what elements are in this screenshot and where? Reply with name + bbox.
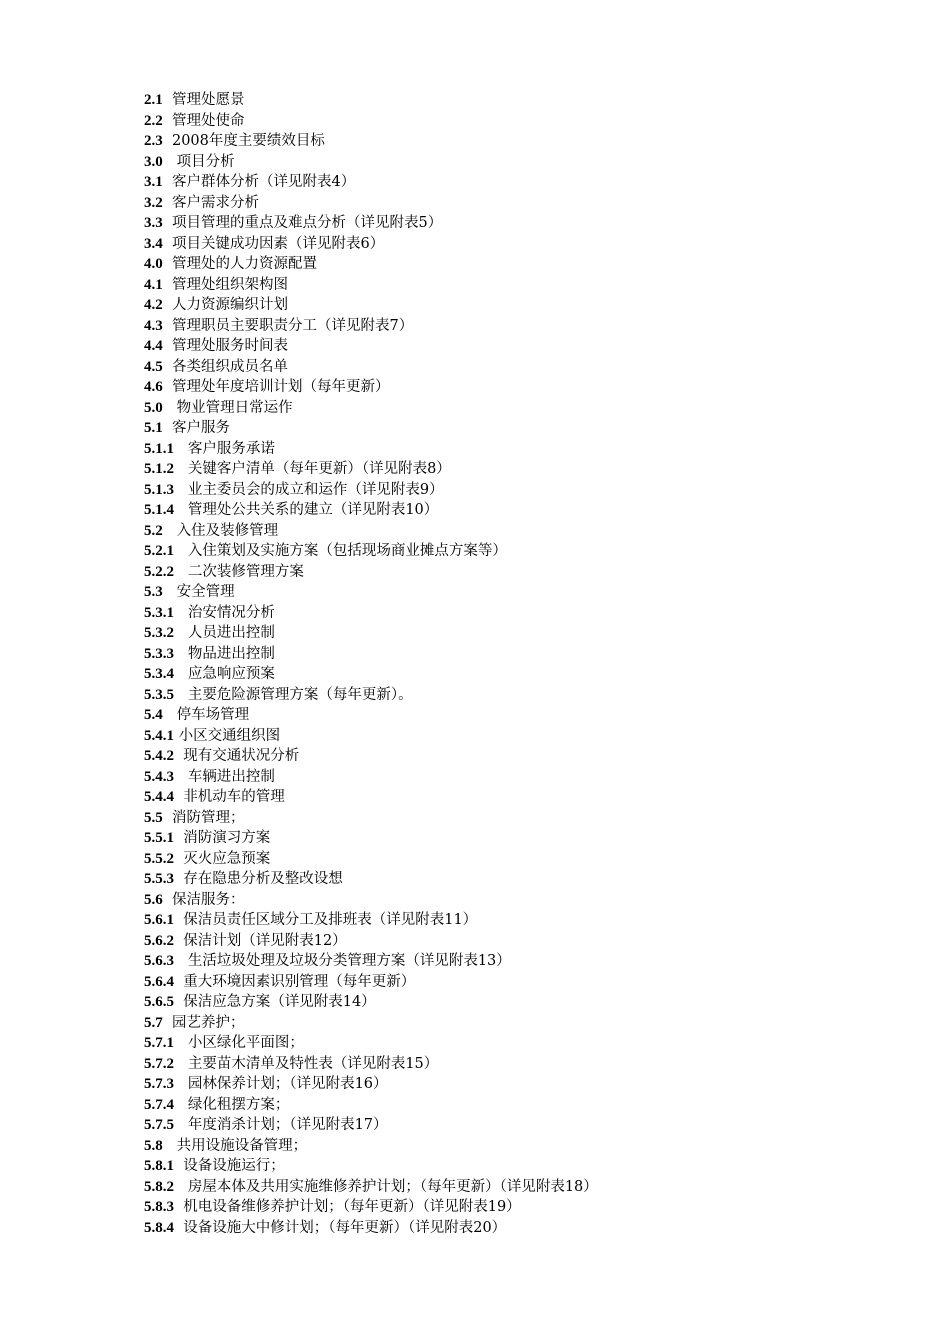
toc-entry bbox=[144, 849, 598, 870]
toc-entry bbox=[144, 890, 598, 911]
toc-entry-title: 设备设施运行； bbox=[183, 1158, 285, 1174]
toc-entry bbox=[144, 951, 598, 972]
toc-entry-number: 5.1 bbox=[144, 420, 163, 436]
toc-entry-title: 入住及装修管理 bbox=[176, 522, 279, 539]
toc-entry-spacer bbox=[174, 1076, 188, 1092]
toc-entry bbox=[144, 1054, 598, 1075]
toc-entry-spacer bbox=[174, 974, 183, 990]
toc-entry-spacer bbox=[163, 297, 172, 313]
toc-entry bbox=[144, 254, 598, 275]
toc-entry bbox=[144, 767, 598, 788]
toc-entry-spacer bbox=[174, 1056, 188, 1072]
toc-entry bbox=[144, 418, 598, 439]
toc-entry-title: 业主委员会的成立和运作（详见附表9） bbox=[187, 481, 444, 498]
toc-entry-title: 灭火应急预案 bbox=[183, 850, 271, 867]
toc-entry-spacer bbox=[174, 830, 183, 846]
toc-entry-number: 5.8.4 bbox=[144, 1219, 174, 1236]
toc-entry-spacer bbox=[174, 912, 183, 928]
toc-entry bbox=[144, 992, 598, 1013]
toc-entry-number: 5.5.1 bbox=[144, 830, 174, 846]
toc-entry-spacer bbox=[174, 851, 183, 867]
toc-entry-title: 项目分析 bbox=[176, 153, 235, 170]
toc-entry-number: 5.8.1 bbox=[144, 1158, 174, 1174]
toc-entry bbox=[144, 193, 598, 214]
toc-entry-title: 保洁员责任区域分工及排班表（详见附表11） bbox=[183, 912, 478, 928]
toc-entry-title: 保洁应急方案（详见附表14） bbox=[183, 994, 376, 1010]
toc-entry-title: 管理处年度培训计划（每年更新） bbox=[171, 379, 390, 395]
toc-entry-number: 5.0 bbox=[144, 399, 163, 416]
toc-entry bbox=[144, 705, 598, 726]
toc-entry-title: 消防管理； bbox=[171, 809, 245, 826]
toc-entry-number: 5.7.5 bbox=[144, 1117, 174, 1133]
toc-entry-spacer bbox=[163, 338, 172, 354]
toc-entry-spacer bbox=[174, 646, 188, 662]
toc-entry bbox=[144, 910, 598, 931]
toc-entry-title: 二次装修管理方案 bbox=[187, 563, 304, 580]
toc-entry-spacer bbox=[174, 1179, 188, 1195]
toc-entry bbox=[144, 336, 598, 357]
toc-entry bbox=[144, 90, 598, 111]
toc-entry-number: 5.7.1 bbox=[144, 1035, 174, 1051]
toc-entry-number: 5.4.2 bbox=[144, 748, 174, 764]
toc-entry bbox=[144, 726, 598, 747]
toc-entry bbox=[144, 459, 598, 480]
toc-entry-title: 2008年度主要绩效目标 bbox=[171, 133, 325, 149]
toc-entry-title: 客户需求分析 bbox=[171, 194, 259, 211]
toc-entry bbox=[144, 931, 598, 952]
toc-entry bbox=[144, 562, 598, 583]
toc-entry-title: 小区绿化平面图； bbox=[187, 1035, 304, 1051]
toc-entry-spacer bbox=[163, 277, 172, 293]
toc-entry-title: 园林保养计划；（详见附表16） bbox=[187, 1076, 388, 1092]
toc-entry-title: 房屋本体及共用实施维修养护计划；（每年更新）（详见附表18） bbox=[187, 1178, 598, 1195]
toc-entry-number: 5.6.5 bbox=[144, 994, 174, 1010]
toc-entry-title: 主要危险源管理方案（每年更新）。 bbox=[187, 686, 413, 703]
toc-entry-number: 5.3 bbox=[144, 584, 163, 600]
toc-entry-spacer bbox=[174, 871, 183, 887]
toc-entry-spacer bbox=[174, 769, 188, 785]
toc-entry bbox=[144, 1177, 598, 1198]
toc-entry-title: 保洁服务： bbox=[171, 891, 245, 908]
toc-entry-title: 共用设施设备管理； bbox=[176, 1137, 308, 1154]
toc-entry bbox=[144, 1218, 598, 1239]
toc-entry-number: 5.7.3 bbox=[144, 1076, 174, 1092]
toc-entry bbox=[144, 357, 598, 378]
toc-entry-number: 2.3 bbox=[144, 133, 163, 149]
toc-entry-number: 3.2 bbox=[144, 194, 163, 211]
toc-entry-title: 管理职员主要职责分工（详见附表7） bbox=[171, 317, 414, 334]
toc-entry bbox=[144, 213, 598, 234]
toc-entry-spacer bbox=[174, 994, 183, 1010]
toc-entry-title: 管理处使命 bbox=[171, 112, 245, 129]
toc-entry-number: 5.3.4 bbox=[144, 666, 174, 682]
toc-entry-title: 保洁计划（详见附表12） bbox=[183, 932, 347, 949]
toc-entry-spacer bbox=[174, 953, 188, 969]
toc-entry-number: 4.5 bbox=[144, 358, 163, 375]
toc-entry-spacer bbox=[174, 666, 188, 682]
toc-entry-number: 5.1.3 bbox=[144, 481, 174, 498]
toc-entry-spacer bbox=[163, 133, 172, 149]
toc-entry-title: 现有交通状况分析 bbox=[183, 748, 300, 764]
toc-entry-title: 机电设备维修养护计划；（每年更新）（详见附表19） bbox=[183, 1199, 521, 1215]
toc-entry-spacer bbox=[163, 256, 172, 272]
toc-entry-number: 5.6.1 bbox=[144, 912, 174, 928]
toc-entry-number: 5.7.4 bbox=[144, 1096, 174, 1113]
toc-entry bbox=[144, 1156, 598, 1177]
toc-entry-number: 2.2 bbox=[144, 112, 163, 129]
toc-entry bbox=[144, 787, 598, 808]
toc-entry-spacer bbox=[174, 502, 188, 518]
toc-entry bbox=[144, 808, 598, 829]
toc-entry-number: 5.6 bbox=[144, 891, 163, 908]
toc-entry-number: 3.3 bbox=[144, 215, 163, 231]
toc-entry-number: 5.7 bbox=[144, 1014, 163, 1031]
toc-entry-spacer bbox=[163, 707, 177, 723]
table-of-contents bbox=[144, 90, 598, 1238]
toc-entry-spacer bbox=[163, 400, 177, 416]
toc-entry-spacer bbox=[163, 195, 172, 211]
toc-entry-title: 管理处愿景 bbox=[171, 92, 245, 108]
toc-entry-number: 5.4.3 bbox=[144, 768, 174, 785]
toc-entry-title: 生活垃圾处理及垃圾分类管理方案（详见附表13） bbox=[187, 953, 511, 969]
toc-entry-title: 消防演习方案 bbox=[183, 830, 271, 846]
toc-entry-title: 项目关键成功因素（详见附表6） bbox=[171, 235, 385, 252]
toc-entry-number: 5.2.2 bbox=[144, 563, 174, 580]
toc-entry-title: 客户群体分析（详见附表4） bbox=[171, 174, 356, 190]
toc-entry bbox=[144, 439, 598, 460]
toc-entry-spacer bbox=[174, 933, 183, 949]
toc-entry-spacer bbox=[174, 543, 188, 559]
toc-entry bbox=[144, 664, 598, 685]
toc-entry bbox=[144, 398, 598, 419]
toc-entry-number: 5.5 bbox=[144, 809, 163, 826]
toc-entry-spacer bbox=[174, 625, 188, 641]
toc-entry-spacer bbox=[163, 215, 172, 231]
toc-entry-number: 3.4 bbox=[144, 235, 163, 252]
toc-entry-spacer bbox=[163, 892, 172, 908]
toc-entry bbox=[144, 111, 598, 132]
toc-entry-spacer bbox=[174, 1199, 183, 1215]
toc-entry-spacer bbox=[174, 687, 188, 703]
toc-entry-spacer bbox=[174, 789, 183, 805]
toc-entry bbox=[144, 1074, 598, 1095]
toc-entry-spacer bbox=[163, 379, 172, 395]
toc-entry-number: 5.4.4 bbox=[144, 789, 174, 805]
toc-entry-title: 停车场管理 bbox=[176, 707, 250, 723]
toc-entry-title: 管理处公共关系的建立（详见附表10） bbox=[187, 502, 439, 518]
toc-entry-number: 4.6 bbox=[144, 379, 163, 395]
toc-entry bbox=[144, 541, 598, 562]
toc-entry bbox=[144, 295, 598, 316]
toc-entry-number: 3.1 bbox=[144, 174, 163, 190]
toc-entry-spacer bbox=[163, 174, 172, 190]
toc-entry-title: 客户服务 bbox=[171, 420, 230, 436]
toc-entry-number: 5.6.3 bbox=[144, 953, 174, 969]
toc-entry-number: 5.1.2 bbox=[144, 461, 174, 477]
toc-entry-number: 5.3.1 bbox=[144, 604, 174, 621]
toc-entry-number: 5.5.2 bbox=[144, 850, 174, 867]
toc-entry-number: 5.7.2 bbox=[144, 1055, 174, 1072]
toc-entry bbox=[144, 1197, 598, 1218]
toc-entry bbox=[144, 234, 598, 255]
toc-entry bbox=[144, 685, 598, 706]
toc-entry-number: 5.3.5 bbox=[144, 686, 174, 703]
toc-entry bbox=[144, 377, 598, 398]
toc-entry-title: 小区交通组织图 bbox=[178, 727, 281, 744]
toc-entry-number: 5.8.3 bbox=[144, 1199, 174, 1215]
toc-entry-spacer bbox=[174, 1220, 183, 1236]
toc-entry bbox=[144, 1115, 598, 1136]
toc-entry-spacer bbox=[174, 1117, 188, 1133]
toc-entry bbox=[144, 1013, 598, 1034]
toc-entry-title: 园艺养护； bbox=[171, 1014, 245, 1031]
toc-entry-number: 4.4 bbox=[144, 338, 163, 354]
toc-entry-title: 人力资源编织计划 bbox=[171, 297, 288, 313]
toc-entry bbox=[144, 1033, 598, 1054]
toc-entry-number: 5.8 bbox=[144, 1137, 163, 1154]
toc-entry-title: 治安情况分析 bbox=[187, 604, 275, 621]
toc-entry-title: 安全管理 bbox=[176, 584, 235, 600]
toc-entry-spacer bbox=[163, 523, 177, 539]
toc-entry-title: 重大环境因素识别管理（每年更新） bbox=[183, 973, 416, 990]
toc-entry-number: 4.1 bbox=[144, 276, 163, 293]
toc-entry-number: 5.6.2 bbox=[144, 932, 174, 949]
toc-entry-number: 3.0 bbox=[144, 153, 163, 170]
toc-entry-number: 5.5.3 bbox=[144, 871, 174, 887]
toc-entry-title: 应急响应预案 bbox=[187, 666, 275, 682]
toc-entry-spacer bbox=[163, 154, 177, 170]
toc-entry bbox=[144, 131, 598, 152]
toc-entry-number: 5.6.4 bbox=[144, 973, 174, 990]
toc-entry-spacer bbox=[174, 461, 188, 477]
toc-entry-title: 设备设施大中修计划；（每年更新）（详见附表20） bbox=[183, 1219, 507, 1236]
toc-entry-spacer bbox=[163, 1138, 177, 1154]
toc-entry-title: 车辆进出控制 bbox=[187, 768, 275, 785]
toc-entry-number: 4.2 bbox=[144, 297, 163, 313]
toc-entry-title: 非机动车的管理 bbox=[183, 789, 285, 805]
toc-entry-spacer bbox=[174, 441, 188, 457]
toc-entry-spacer bbox=[163, 236, 172, 252]
toc-entry bbox=[144, 1136, 598, 1157]
toc-entry bbox=[144, 828, 598, 849]
toc-entry bbox=[144, 275, 598, 296]
toc-entry-spacer bbox=[174, 482, 188, 498]
toc-entry-title: 管理处服务时间表 bbox=[171, 338, 288, 354]
toc-entry-title: 关键客户清单（每年更新）（详见附表8） bbox=[187, 461, 451, 477]
toc-entry bbox=[144, 152, 598, 173]
toc-entry-spacer bbox=[163, 810, 172, 826]
toc-entry bbox=[144, 480, 598, 501]
toc-entry-spacer bbox=[163, 420, 172, 436]
toc-entry-title: 年度消杀计划；（详见附表17） bbox=[187, 1117, 388, 1133]
toc-entry bbox=[144, 603, 598, 624]
toc-entry-spacer bbox=[174, 564, 188, 580]
toc-entry bbox=[144, 316, 598, 337]
toc-entry bbox=[144, 1095, 598, 1116]
toc-entry-spacer bbox=[174, 1097, 188, 1113]
toc-entry-number: 5.4.1 bbox=[144, 727, 174, 744]
toc-entry-number: 4.0 bbox=[144, 256, 163, 272]
toc-entry-number: 5.1.4 bbox=[144, 502, 174, 518]
toc-entry bbox=[144, 869, 598, 890]
toc-entry-spacer bbox=[174, 748, 183, 764]
toc-entry-spacer bbox=[163, 1015, 172, 1031]
toc-entry bbox=[144, 172, 598, 193]
toc-entry-title: 入住策划及实施方案（包括现场商业摊点方案等） bbox=[187, 543, 507, 559]
toc-entry-spacer bbox=[174, 605, 188, 621]
toc-entry-title: 各类组织成员名单 bbox=[171, 358, 288, 375]
toc-entry-spacer bbox=[163, 113, 172, 129]
toc-entry-title: 物品进出控制 bbox=[187, 645, 275, 662]
toc-entry-title: 主要苗木清单及特性表（详见附表15） bbox=[187, 1055, 439, 1072]
toc-entry bbox=[144, 623, 598, 644]
toc-entry-title: 管理处组织架构图 bbox=[171, 276, 288, 293]
toc-entry-spacer bbox=[163, 92, 172, 108]
toc-entry-title: 管理处的人力资源配置 bbox=[171, 256, 317, 272]
toc-entry-number: 5.2 bbox=[144, 522, 163, 539]
toc-entry-title: 人员进出控制 bbox=[187, 625, 275, 641]
toc-entry-number: 2.1 bbox=[144, 92, 163, 108]
toc-entry bbox=[144, 644, 598, 665]
toc-entry bbox=[144, 746, 598, 767]
toc-entry-spacer bbox=[174, 1035, 188, 1051]
toc-entry-title: 物业管理日常运作 bbox=[176, 399, 293, 416]
toc-entry-spacer bbox=[163, 318, 172, 334]
toc-entry bbox=[144, 972, 598, 993]
toc-entry-number: 5.8.2 bbox=[144, 1178, 174, 1195]
toc-entry-spacer bbox=[163, 359, 172, 375]
toc-entry bbox=[144, 500, 598, 521]
toc-entry-spacer bbox=[174, 1158, 183, 1174]
toc-entry-title: 绿化租摆方案； bbox=[187, 1096, 290, 1113]
toc-entry-number: 5.4 bbox=[144, 707, 163, 723]
toc-entry bbox=[144, 521, 598, 542]
toc-entry-number: 5.3.2 bbox=[144, 625, 174, 641]
toc-entry-number: 5.3.3 bbox=[144, 645, 174, 662]
toc-entry-title: 存在隐患分析及整改设想 bbox=[183, 871, 343, 887]
toc-entry-number: 5.2.1 bbox=[144, 543, 174, 559]
toc-entry-number: 5.1.1 bbox=[144, 440, 174, 457]
toc-entry-title: 项目管理的重点及难点分析（详见附表5） bbox=[171, 215, 443, 231]
toc-entry-spacer bbox=[163, 584, 177, 600]
toc-entry-number: 4.3 bbox=[144, 317, 163, 334]
toc-entry-title: 客户服务承诺 bbox=[187, 440, 275, 457]
toc-entry bbox=[144, 582, 598, 603]
